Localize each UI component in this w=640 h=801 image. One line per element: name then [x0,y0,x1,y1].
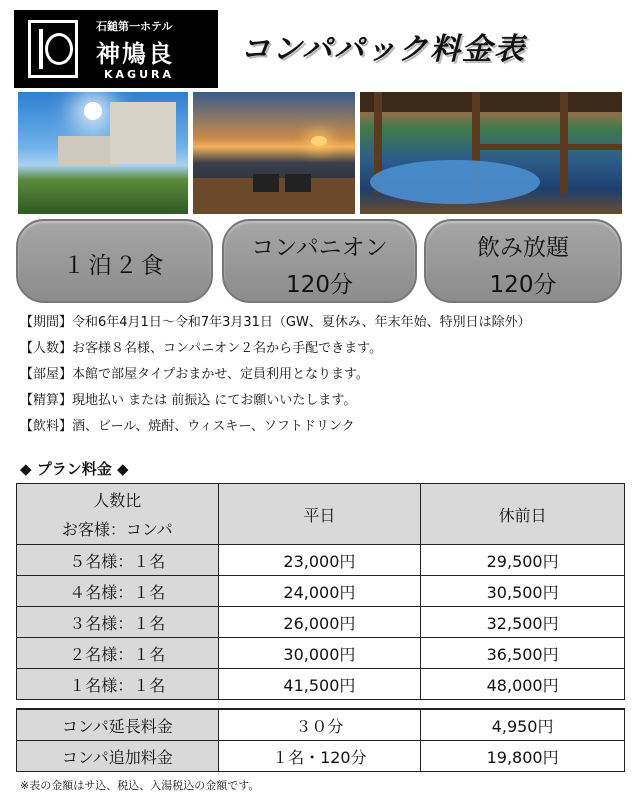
additional-unit: １名・120分 [218,741,421,772]
ratio-cell: ３名様：１名 [17,607,219,638]
holiday-eve-price: 30,500円 [421,576,625,607]
badge-text: 飲み放題 [477,235,569,261]
info-drinks: 【飲料】酒、ビール、焼酎、ウィスキー、ソフトドリンク [20,419,355,434]
plan-details [20,310,531,440]
badge-duration: 120分 [286,272,353,298]
ratio-cell: １名様：１名 [17,669,219,700]
info-room: 【部屋】本館で部屋タイプおまかせ、定員利用となります。 [20,367,369,382]
header-ratio: 人数比 お客様：コンパ [17,484,219,545]
badge-companion [222,219,417,303]
holiday-eve-price: 32,500円 [421,607,625,638]
hotel-exterior-photo [18,92,188,214]
info-people: 【人数】お客様８名様、コンパニオン２名から手配できます。 [20,341,383,356]
info-payment: 【精算】現地払い または 前振込 にてお願いいたします。 [20,393,357,408]
logo-english: KAGURA [104,68,174,81]
page-title: コンパパック料金表 [240,32,526,67]
sunset-terrace-photo [193,92,355,214]
footnote: ※表の金額はサ込、税込、入湯税込の金額です。 [20,779,260,792]
plan-price-heading: ◆ プラン料金 ◆ [20,460,129,478]
extra-fee-table [16,708,625,772]
table-row [17,576,625,607]
holiday-eve-price: 29,500円 [421,545,625,576]
badge-text: コンパニオン [251,235,388,261]
ratio-cell: ４名様：１名 [17,576,219,607]
weekday-price: 30,000円 [218,638,421,669]
badge-duration: 120分 [489,272,557,298]
weekday-price: 41,500円 [218,669,421,700]
extension-price: 4,950円 [421,709,625,741]
badge-one-night-two-meals [16,219,213,303]
table-row [17,709,625,741]
table-row [17,638,625,669]
table-row [17,545,625,576]
info-period: 【期間】令和6年4月1日～令和7年3月31日（GW、夏休み、年末年始、特別日は除外） [20,315,531,330]
additional-price: 19,800円 [421,741,625,772]
price-table-header [17,484,625,545]
header-weekday: 平日 [218,484,421,545]
header-holiday-eve: 休前日 [421,484,625,545]
badge-all-you-can-drink [424,219,622,303]
table-row [17,607,625,638]
extension-unit: ３０分 [218,709,421,741]
ratio-cell: ２名様：１名 [17,638,219,669]
table-row [17,669,625,700]
extension-fee-label: コンパ延長料金 [17,709,219,741]
open-air-bath-photo [360,92,622,214]
logo-name: 神鳩良 [96,40,174,68]
holiday-eve-price: 36,500円 [421,638,625,669]
hotel-logo [14,10,218,88]
badge-text: １泊２食 [62,253,167,279]
weekday-price: 26,000円 [218,607,421,638]
additional-fee-label: コンパ追加料金 [17,741,219,772]
weekday-price: 24,000円 [218,576,421,607]
logo-subtitle: 石鎚第一ホテル [96,20,173,33]
price-table [16,483,625,700]
holiday-eve-price: 48,000円 [421,669,625,700]
weekday-price: 23,000円 [218,545,421,576]
logo-mark-icon [28,20,78,78]
ratio-cell: ５名様：１名 [17,545,219,576]
table-row [17,741,625,772]
